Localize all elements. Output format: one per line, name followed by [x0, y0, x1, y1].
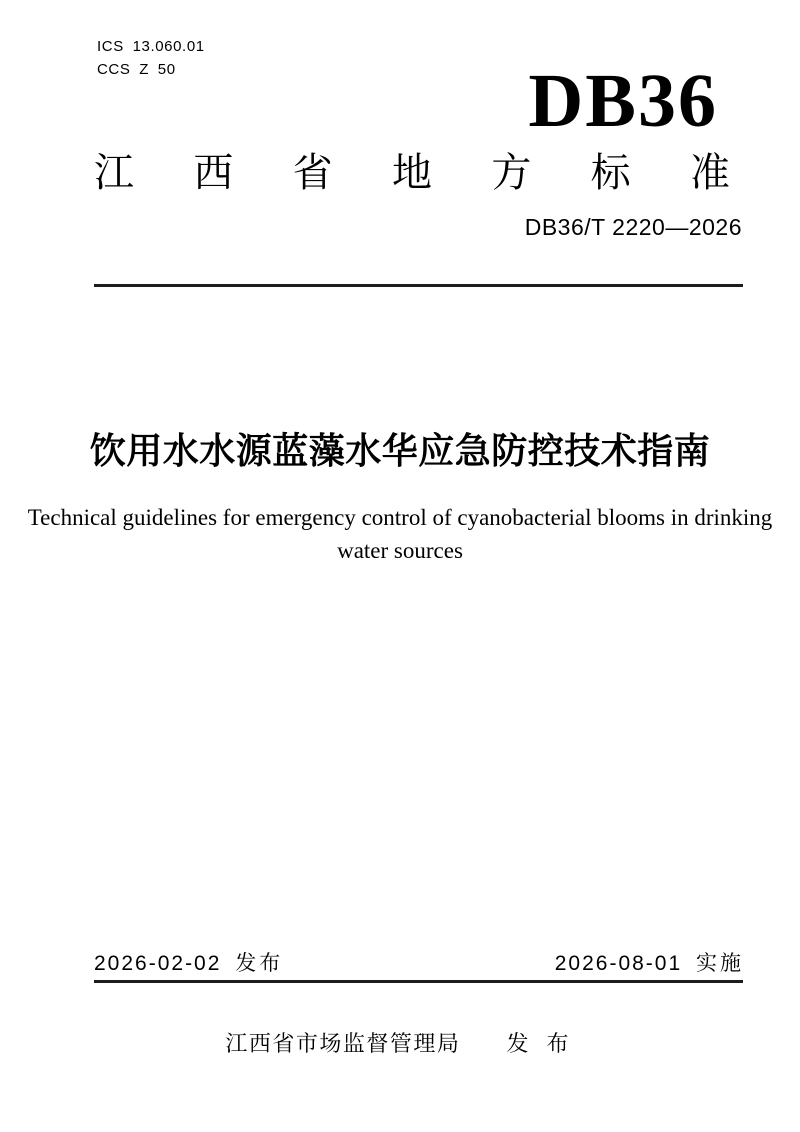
header-rule	[94, 284, 743, 287]
release-date-item	[94, 951, 283, 977]
ics-code: ICS 13.060.01	[97, 38, 205, 55]
classification-codes	[97, 35, 205, 81]
document-title-zh: 饮用水水源蓝藻水华应急防控技术指南	[89, 430, 711, 471]
implementation-label: 实施	[696, 952, 744, 975]
implementation-date-item	[555, 951, 744, 977]
footer-rule	[94, 980, 743, 983]
date-row	[94, 951, 744, 977]
ccs-code: CCS Z 50	[97, 61, 176, 78]
document-title-en-line2: water sources	[337, 538, 463, 563]
release-date: 2026-02-02	[94, 952, 222, 975]
document-title-en-line1: Technical guidelines for emergency control of cyanobacterial blooms in drinking	[27, 505, 773, 530]
publisher-name: 江西省市场监督管理局	[225, 1031, 461, 1056]
release-label: 发布	[235, 952, 284, 975]
standard-number: DB36/T 2220—2026	[524, 214, 742, 240]
document-title-en	[0, 501, 800, 567]
standard-type-heading: 江西省地方标准	[94, 151, 730, 195]
publisher-row	[0, 1030, 800, 1058]
implementation-date: 2026-08-01	[554, 952, 683, 975]
standard-logo-db36: DB36	[528, 59, 718, 143]
publish-label: 发 布	[506, 1031, 575, 1056]
